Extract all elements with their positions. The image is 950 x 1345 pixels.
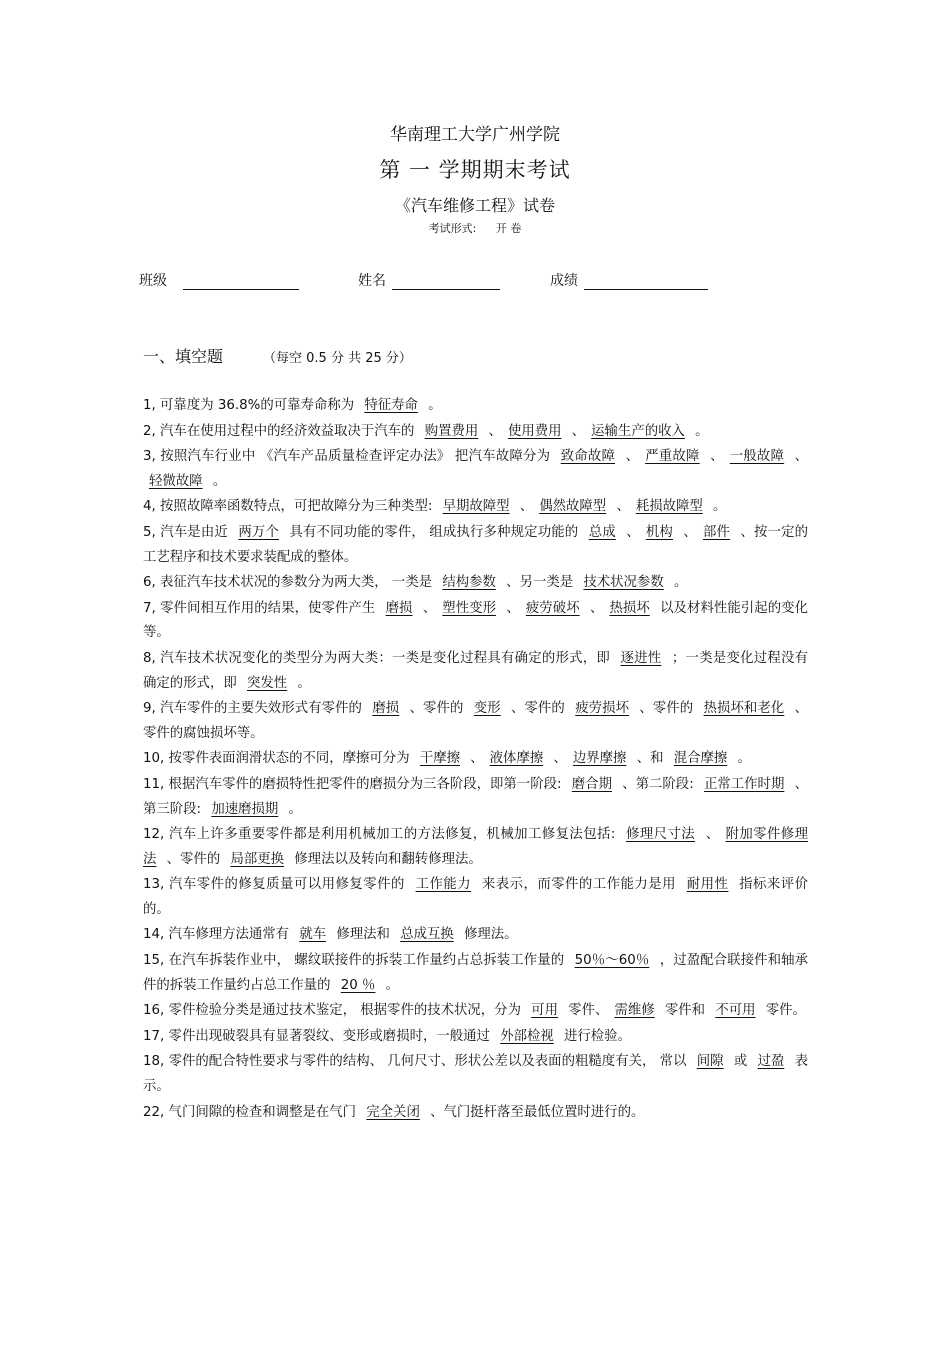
question-item [143,571,808,596]
question-text: 、气门挺杆落至最低位置时进行的。 [425,1104,645,1120]
section-heading [143,344,412,367]
question-item [143,647,808,696]
question-text: 3, 按照汽车行业中 《汽车产品质量检查评定办法》 把汽车故障分为 [143,449,555,465]
answer-blank: 工作能力 [415,877,472,893]
answer-blank: 突发性 [247,675,288,691]
exam-title: 第 一 学期期末考试 [379,158,571,182]
answer-blank: 疲劳损坏 [575,701,630,717]
answer-blank: 疲劳破坏 [525,600,580,616]
question-item [143,394,808,419]
question-text: 2, 汽车在使用过程中的经济效益取决于汽车的 [143,423,419,439]
question-item [143,597,808,646]
question-text: 。 [708,499,727,515]
question-text: 、 [678,524,697,540]
answer-blank: 边界摩擦 [572,751,627,767]
question-text: 。 [293,675,311,691]
question-text: 、 [621,449,640,465]
question-text: 修理法和 [332,927,395,943]
course-title: 《汽车维修工程》试卷 [394,196,555,215]
exam-form-value: 开 卷 [495,222,522,235]
question-text: 、 [484,423,502,439]
question-item [143,521,808,570]
answer-blank: 可用 [531,1003,559,1019]
answer-blank: 耐用性 [686,877,729,893]
question-text: 。 [381,977,400,993]
question-text: 15, 在汽车拆装作业中， 螺纹联接件的拆装工作量约占总拆装工作量的 [143,953,569,969]
question-item [143,873,808,922]
question-text: 11, 根据汽车零件的磨损特性把零件的磨损分为三各阶段，即第一阶段: [143,776,566,792]
question-text: 、 [790,449,809,465]
question-item [143,747,808,772]
answer-blank: 变形 [473,701,501,717]
question-text: 、 [502,600,520,616]
answer-blank: 塑性变形 [442,600,497,616]
answer-blank: 总成 [588,524,616,540]
question-text: 10, 按零件表面润滑状态的不同，摩擦可分为 [143,751,414,767]
question-text: 。 [669,575,688,591]
answer-blank: 磨合期 [571,776,612,792]
question-item [143,949,808,998]
answer-blank: 20 ％ [340,977,376,993]
answer-blank: 混合摩擦 [673,751,728,767]
question-item [143,773,808,822]
exam-form-label: 考试形式: [428,222,477,235]
section-note: （每空 0.5 分 共 25 分） [263,351,412,366]
question-text: 7, 零件间相互作用的结果，使零件产生 [143,600,380,616]
question-text: 、另一类是 [501,575,578,591]
answer-blank: 特征寿命 [364,398,418,413]
question-text: 、和 [632,751,668,767]
question-text: 零件。 [761,1003,806,1019]
question-text: 4, 按照故障率函数特点，可把故障分为三种类型: [143,499,437,515]
answer-blank: 50％～60％ [574,953,650,969]
answer-blank: 严重故障 [645,449,700,465]
section-title: 一、填空题 [143,347,224,366]
question-text: 零件、 [564,1003,609,1019]
question-text: 、 [466,751,484,767]
answer-blank: 购置费用 [424,423,479,439]
question-text: 、 [705,449,724,465]
question-text: 。 [284,801,302,817]
answer-blank: 加速磨损期 [211,801,279,817]
question-item [143,999,808,1024]
question-text: 5, 汽车是由近 [143,524,233,540]
question-text: 、按一定的工艺程序和技术要求装配成的整体。 [143,524,809,565]
question-item [143,420,808,445]
answer-blank: 总成互换 [400,927,454,943]
answer-blank: 局部更换 [230,851,285,867]
answer-blank: 部件 [702,524,731,540]
question-text: 或 [729,1054,752,1070]
answer-blank: 机构 [645,524,673,540]
question-text: 、 [621,524,640,540]
score-blank[interactable] [584,274,708,290]
answer-blank: 液体摩擦 [489,751,544,767]
question-text: 、零件的 [635,701,698,717]
answer-blank: 外部检视 [500,1028,554,1044]
question-text: 、第二阶段: [617,776,698,792]
question-text: 16, 零件检验分类是通过技术鉴定， 根据零件的技术状况，分为 [143,1003,526,1019]
question-item [143,823,808,872]
name-label: 姓名 [358,273,386,289]
question-text: 。 [208,473,227,489]
answer-blank: 过盈 [757,1054,785,1070]
question-text: 。 [690,423,709,439]
question-item [143,923,808,948]
answer-blank: 不可用 [715,1003,756,1019]
answer-blank: 间隙 [696,1054,724,1070]
question-text: 22, 气门间隙的检查和调整是在气门 [143,1104,361,1120]
question-item [143,697,808,746]
score-field [550,270,708,290]
question-text: 、 [567,423,586,439]
name-blank[interactable] [392,274,500,290]
class-label: 班级 [139,273,167,289]
answer-blank: 结构参数 [442,575,496,591]
answer-blank: 两万个 [238,524,280,540]
class-blank[interactable] [183,274,299,290]
answer-blank: 就车 [299,927,327,943]
answer-blank: 轻微故障 [149,473,203,489]
question-text: 指标来评价的。 [143,877,809,917]
question-text: ，过盈配合联接件和轴承件的拆装工作量约占总工作量的 [143,953,808,993]
answer-blank: 使用费用 [507,423,562,439]
answer-blank: 偶然故障型 [539,499,607,515]
score-label: 成绩 [550,273,578,289]
answer-blank: 早期故障型 [442,499,510,515]
answer-blank: 磨损 [372,701,400,717]
question-text: 表示。 [143,1054,809,1095]
answer-blank: 需维修 [614,1003,655,1019]
question-item [143,1101,808,1126]
question-item [143,495,808,520]
question-text: 、零件的 [162,851,225,867]
question-text: 进行检验。 [559,1028,631,1044]
question-text: 、 [549,751,567,767]
class-field [139,270,299,290]
question-text: 来表示，而零件的工作能力是用 [477,877,681,893]
question-text: 、零件的 [405,701,468,717]
answer-blank: 干摩擦 [419,751,461,767]
question-text: 、 [701,827,720,843]
question-text: 17, 零件出现破裂具有显著裂纹、变形或磨损时，一般通过 [143,1028,495,1044]
answer-blank: 热损坏 [609,600,650,616]
question-text: 。 [733,751,751,767]
question-text: 零件和 [660,1003,710,1019]
answer-blank: 附加零件修理法 [143,827,808,867]
question-text: 。 [423,398,442,413]
question-list [143,394,808,1125]
question-text: 、 [418,600,437,616]
answer-blank: 热损坏和老化 [703,701,785,717]
answer-blank: 磨损 [385,600,413,616]
question-text: 13, 汽车零件的修复质量可以用修复零件的 [143,877,410,893]
name-field [358,270,500,290]
question-text: 、 [585,600,604,616]
question-text: 、第三阶段: [143,776,809,817]
question-item [143,1050,808,1099]
question-text: ；一类是变化过程没有确定的形式，即 [143,650,808,691]
question-text: 、零件的腐蚀损坏等。 [143,701,809,741]
question-text: 、零件的 [506,701,570,717]
answer-blank: 完全关闭 [366,1104,420,1120]
answer-blank: 技术状况参数 [583,575,664,591]
question-text: 12, 汽车上许多重要零件都是利用机械加工的方法修复，机械加工修复法包括: [143,827,621,843]
question-text: 8, 汽车技术状况变化的类型分为两大类：一类是变化过程具有确定的形式，即 [143,650,615,666]
question-text: 18, 零件的配合特性要求与零件的结构、 几何尺寸、形状公差以及表面的粗糙度有关， 常以 [143,1054,691,1070]
answer-blank: 一般故障 [729,449,785,465]
answer-blank: 逐进性 [620,650,662,666]
question-item [143,1025,808,1050]
question-text: 9, 汽车零件的主要失效形式有零件的 [143,701,367,717]
school-name: 华南理工大学广州学院 [390,125,560,145]
answer-blank: 运输生产的收入 [591,423,685,439]
exam-form [0,220,950,236]
question-text: 、 [515,499,534,515]
question-text: 、 [612,499,630,515]
question-text: 14, 汽车修理方法通常有 [143,927,294,943]
question-text: 修理法。 [459,927,518,943]
question-text: 6, 表征汽车技术状况的参数分为两大类， 一类是 [143,575,437,591]
answer-blank: 致命故障 [560,449,616,465]
question-text: 以及材料性能引起的变化等。 [143,600,809,641]
question-text: 具有不同功能的零件， 组成执行多种规定功能的 [285,524,583,540]
answer-blank: 修理尺寸法 [626,827,696,843]
answer-blank: 耗损故障型 [635,499,703,515]
question-item [143,445,808,494]
answer-blank: 正常工作时期 [703,776,785,792]
question-text: 1, 可靠度为 36.8%的可靠寿命称为 [143,398,359,413]
question-text: 修理法以及转向和翻转修理法。 [290,851,482,867]
